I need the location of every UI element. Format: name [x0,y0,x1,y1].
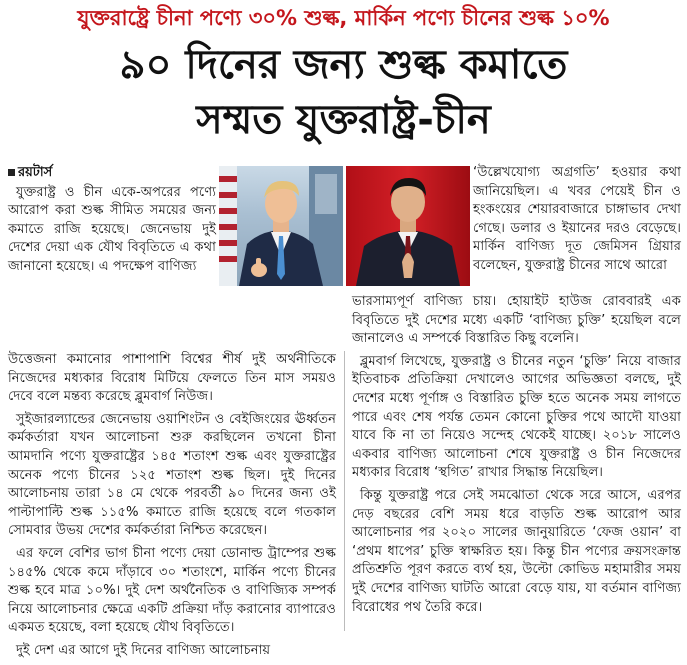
xi-photo [346,166,470,286]
us-flag-graphic [219,166,237,286]
paragraph: দুই দেশ এর আগে দুই দিনের বাণিজ্য আলোচনায় [16,642,271,658]
paragraph: ব্লুমবার্গ লিখেছে, যুক্তরাষ্ট্র ও চীনের নতুন ‘চুক্তি’ নিয়ে বাজার ইতিবাচক প্রতিক্রিয়া দেখালেও আগের অভিজ্ঞতা বলছে, দুই দেশের মধ্যে পূর্ণাঙ্গ ও বিস্তারিত চুক্তি হতে অনেক সময় লাগতে পারে এবং শেষ পর্যন্ত তেমন কোনো চুক্তির পথে আদৌ যাওয়া যাবে কি না তা নিয়েও সন্দেহ থেকেই যাচ্ছে। ২০১৮ সালেও একবার বাণিজ্য আলোচনা শেষে যুক্তরাষ্ট্র ও চীন নিজেদের মধ্যকার বিরোধ ‘স্থগিত’ রাখার সিদ্ধান্ত নিয়েছিল। [352,353,681,481]
headline-line-1: ৯০ দিনের জন্য শুল্ক কমাতে [119,42,568,88]
paragraph: সুইজারল্যান্ডের জেনেভায় ওয়াশিংটন ও বেইজিংয়ের ঊর্ধ্বতন কর্মকর্তারা যখন আলোচনা শুরু করছিলেন তখনো চীনা আমদানি পণ্যে যুক্তরাষ্ট্রের ১৪৫ শতাংশ শুল্ক এবং যুক্তরাষ্ট্রের অনেক পণ্যে চীনের ১২৫ শতাংশ শুল্ক ছিল। দুই দিনের আলোচনায় তারা ১৪ মে থেকে পরবর্তী ৯০ দিনের জন্য ওই পাল্টাপাল্টি শুল্ক ১১৫% কমাতে রাজি হয়েছে বলে গতকাল সোমবার উভয় দেশের কর্মকর্তারা নিশ্চিত করেছেন। [8,411,336,539]
paragraph: ‘উল্লেখযোগ্য অগ্রগতি’ হওয়ার কথা জানিয়েছিল। এ খবর পেয়েই চীন ও হংকংয়ের শেয়ারবাজারে চাঙ্গাভাব দেখা গেছে। ডলার ও ইয়ানের দরও বেড়েছে। মার্কিন বাণিজ্য দূত জেমিসন গ্রিয়ার বলেছেন, যুক্তরাষ্ট্র চীনের সাথে আরো [473,165,681,273]
kicker-headline: যুক্তরাষ্ট্রে চীনা পণ্যে ৩০% শুল্ক, মার্কিন পণ্যে চীনের শুল্ক ১০% [77,6,610,30]
byline [8,164,216,183]
trump-photo [219,166,343,286]
paragraph: এর ফলে বেশির ভাগ চীনা পণ্যে দেয়া ডোনাল্ড ট্রাম্পের শুল্ক ১৪৫% থেকে কমে দাঁড়াবে ৩০ শতাংশে, মার্কিন পণ্যে চীনের শুল্ক হবে মাত্র ১০%। দুই দেশ অর্থনৈতিক ও বাণিজ্যিক সম্পর্ক নিয়ে আলোচনার ক্ষেত্রে একটি প্রক্রিয়া দাঁড় করানোর ব্যাপারেও একমত হয়েছে, বলা হয়েছে যৌথ বিবৃতিতে। [8,545,336,636]
square-bullet-icon [8,169,15,176]
main-headline [0,38,687,148]
paragraph: উত্তেজনা কমানোর পাশাপাশি বিশ্বের শীর্ষ দুই অর্থনীতিকে নিজেদের মধ্যকার বিরোধ মিটিয়ে ফেলতে তিন মাস সময়ও দেবে বলে মন্তব্য করেছে ব্লুমবার্গ নিউজ। [8,352,336,405]
left-top-column [8,164,216,281]
column-divider [344,351,345,631]
right-main-column [352,293,681,621]
left-main-column [8,351,336,665]
headline-line-2: সম্মত যুক্তরাষ্ট্র-চীন [196,97,491,143]
paragraph: কিন্তু যুক্তরাষ্ট্র পরে সেই সমঝোতা থেকে সরে আসে, এরপর দেড় বছরের বেশি সময় ধরে বাড়তি শুল্ক আরোপ আর আলোচনার পর ২০২০ সালের জানুয়ারিতে ‘ফেজ ওয়ান’ বা ‘প্রথম ধাপের’ চুক্তি স্বাক্ষরিত হয়। কিন্তু চীন পণ্যের ক্রয়সংক্রান্ত প্রতিশ্রুতি পূরণ করতে ব্যর্থ হয়, উল্টো কোভিড মহামারীর সময় দুই দেশের বাণিজ্য ঘাটতি আরো বেড়ে যায়, যা বর্তমান বাণিজ্য বিরোধের পথ তৈরি করে। [352,487,681,615]
right-top-column [473,164,681,280]
paragraph: যুক্তরাষ্ট্র ও চীন একে-অপরের পণ্যে আরোপ করা শুল্ক সীমিত সময়ের জন্য কমাতে রাজি হয়েছে। জেনেভায় দুই দেশের দেয়া এক যৌথ বিবৃতিতে এ কথা জানানো হয়েছে। এ পদক্ষেপ বাণিজ্য [8,184,216,274]
paragraph: ভারসাম্যপূর্ণ বাণিজ্য চায়। হোয়াইট হাউজ রোববারই এক বিবৃতিতে দুই দেশের মধ্যে একটি ‘বাণিজ্য চুক্তি’ হয়েছিল বলে জানালেও এ সম্পর্কে বিস্তারিত কিছু বলেনি। [352,294,681,347]
byline-text: রয়টার্স [18,165,53,180]
